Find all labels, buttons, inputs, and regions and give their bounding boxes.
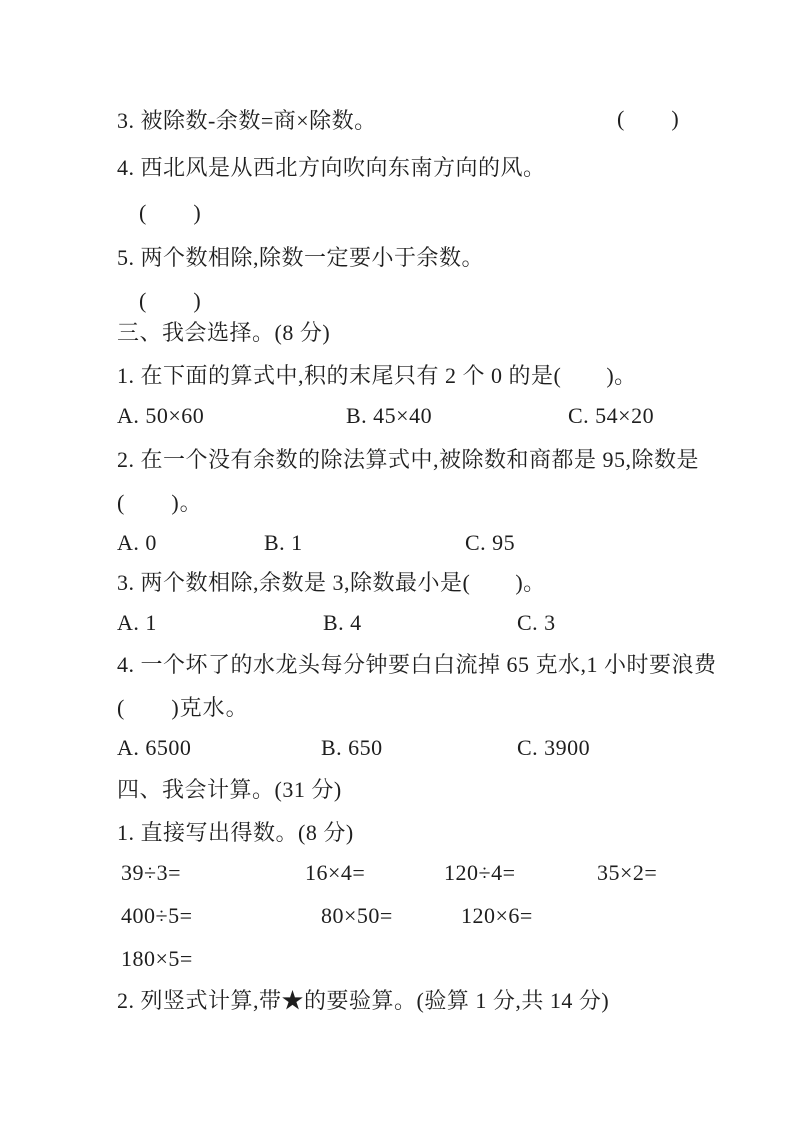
choice-q1-option-b: B. 45×40 — [346, 403, 433, 428]
equation: 120×6= — [461, 903, 533, 928]
choice-q2-option-c: C. 95 — [465, 530, 516, 555]
tf-item-5-answer-blank: ( ) — [139, 288, 202, 313]
tf-item-4-text: 4. 西北风是从西北方向吹向东南方向的风。 — [117, 155, 546, 180]
tf-item-4-answer-blank: ( ) — [139, 200, 202, 225]
tf-item-3-text: 3. 被除数-余数=商×除数。 — [117, 108, 377, 133]
choice-q3-text: 3. 两个数相除,余数是 3,除数最小是( )。 — [117, 570, 546, 595]
choice-q4-text: 4. 一个坏了的水龙头每分钟要白白流掉 65 克水,1 小时要浪费 — [117, 652, 717, 677]
choice-q4-option-a: A. 6500 — [117, 735, 192, 760]
choice-q2-option-b: B. 1 — [264, 530, 303, 555]
equation: 180×5= — [121, 946, 193, 971]
choice-q1-option-c: C. 54×20 — [568, 403, 655, 428]
choice-q3-option-c: C. 3 — [517, 610, 556, 635]
choice-q4-option-c: C. 3900 — [517, 735, 591, 760]
equation: 16×4= — [305, 860, 366, 885]
choice-q2-text: 2. 在一个没有余数的除法算式中,被除数和商都是 95,除数是 — [117, 447, 700, 472]
calc-sub2-title: 2. 列竖式计算,带★的要验算。(验算 1 分,共 14 分) — [117, 988, 610, 1013]
choice-q1-option-a: A. 50×60 — [117, 403, 205, 428]
calc-section-header: 四、我会计算。(31 分) — [117, 777, 342, 802]
equation: 120÷4= — [444, 860, 516, 885]
calc-sub1-title: 1. 直接写出得数。(8 分) — [117, 820, 354, 845]
equation: 80×50= — [321, 903, 393, 928]
choice-q2-option-a: A. 0 — [117, 530, 157, 555]
equation: 35×2= — [597, 860, 658, 885]
equation: 400÷5= — [121, 903, 193, 928]
choice-q1-text: 1. 在下面的算式中,积的末尾只有 2 个 0 的是( )。 — [117, 363, 637, 388]
tf-item-5-text: 5. 两个数相除,除数一定要小于余数。 — [117, 245, 485, 270]
choice-q4-answer-blank: ( )克水。 — [117, 695, 249, 720]
choice-q3-option-b: B. 4 — [323, 610, 362, 635]
choice-q2-answer-blank: ( )。 — [117, 490, 203, 515]
choice-q4-option-b: B. 650 — [321, 735, 383, 760]
choice-section-header: 三、我会选择。(8 分) — [117, 320, 331, 345]
equation: 39÷3= — [121, 860, 181, 885]
choice-q3-option-a: A. 1 — [117, 610, 157, 635]
tf-item-3-answer-blank: ( ) — [617, 106, 680, 131]
